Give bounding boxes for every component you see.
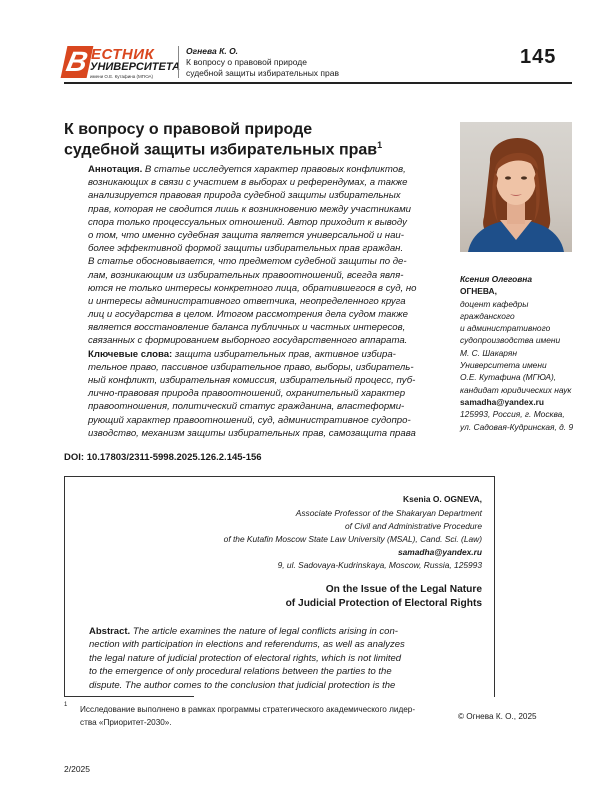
logo-text-line2: УНИВЕРСИТЕТА	[90, 61, 180, 73]
author-info-ru: Ксения Олеговна ОГНЕВА, доцент кафедры гражданского и административного судопроизводства имени М. С. Шакарян Университета имени О.Е. Кутафина (МГЮА), кандидат юридических наук samadha@yandex.ru 125993, Россия, г. Москва, ул. Садовая-Кудринская, д. 9	[460, 273, 575, 433]
abstract-ru: Аннотация. В статье исследуется характер правовых конфликтов, возникающих в связи с участием в выборах и референдумах, а также анализируется правовая природа судебной защиты избирательных прав, которая не сводится лишь к возникновению между участниками спора только процессуальных отношений. Автор приходит к выводу о том, что именно судебная защита является универсальной и наи- более эффективной формой защиты избирательных прав граждан. В статье обосновывается, что предметом судебной защиты по де- лам, возникающим из избирательных правоотношений, всегда явля- ются не только интересы конкретного лица, обратившегося в суд, но и интересы административного ответчика, неопределенного круга лиц и государства в целом. Итогом рассмотрения дела судом также является восстановление баланса публичных и частных интересов, связанных с формированием выборного государственного аппарата. Ключевые слова: защита избирательных прав, активное избира- тельное право, пассивное избирательное право, выборы, избиратель- ный конфликт, избирательная комиссия, избирательный процесс, пуб- лично-правовая природа правоотношений, охранительный характер правоотношения, политический статус гражданина, властеформи- рующий характер правоотношений, суд, административное судопро- изводство, механизм защиты избирательных прав, самозащита права	[88, 163, 420, 440]
header-separator	[178, 46, 179, 78]
journal-logo	[64, 46, 174, 80]
abstract-en: Abstract. The article examines the nature of legal conflicts arising in con- nection with participation in elections and referendums, as well as analyzes the legal nature of judicial protection of electoral rights, which is not limited to the emergence of only procedural relations between the parties to the dispute. The author comes to the conclusion that judicial protection is the	[89, 625, 481, 692]
english-title-line1: On the Issue of the Legal Nature	[326, 584, 482, 595]
running-head-title-line1: К вопросу о правовой природе	[186, 57, 307, 67]
running-head-title-line2: судебной защиты избирательных прав	[186, 68, 339, 78]
article-title-line2: судебной защиты избирательных прав1	[64, 140, 382, 159]
logo-text-line1: ЕСТНИК	[91, 46, 154, 63]
author-email-en[interactable]: samadha@yandex.ru	[398, 546, 482, 558]
footnote-text-line2: ства «Приоритет-2030».	[80, 718, 172, 727]
footnote-mark: 1	[64, 702, 67, 708]
author-name-ru-line1: Ксения Олеговна	[460, 273, 575, 285]
page-number: 145	[520, 46, 556, 69]
english-title-line2: of Judicial Protection of Electoral Rights	[286, 598, 482, 609]
author-address-en: 9, ul. Sadovaya-Kudrinskaya, Moscow, Russia, 125993	[278, 559, 482, 571]
logo-text-line3: имени О.Е. Кутафина (МГЮА)	[90, 74, 153, 79]
author-photo	[460, 122, 572, 252]
footnote-rule	[64, 696, 194, 697]
english-summary-box: Ksenia O. OGNEVA, Associate Professor of the Shakaryan Department of Civil and Administrative Procedure of the Kutafin Moscow State Law University (MSAL), Cand. Sci. (Law) samadha@yandex.ru 9, ul. Sadovaya-Kudrinskaya, Moscow, Russia, 125993 On the Issue of the Legal Nature of Judicial Protection of Electoral Rights Abstract. The article examines the nature of legal conflicts arising in con- nection with participation in elections and referendums, as well as analyzes the legal nature of judicial protection of electoral rights, which is not limited to the emergence of only procedural relations between the parties to the dispute. The author comes to the conclusion that judicial protection is the	[64, 476, 495, 697]
abstract-label: Аннотация.	[88, 164, 142, 175]
keywords-label: Ключевые слова:	[88, 349, 172, 360]
author-name-en: Ksenia O. OGNEVA,	[403, 493, 482, 505]
keywords: Ключевые слова: защита избирательных прав, активное избира-	[88, 348, 420, 361]
abstract-en-label: Abstract.	[89, 626, 130, 637]
author-email-ru[interactable]: samadha@yandex.ru	[460, 396, 575, 408]
logo-mark: В	[61, 46, 94, 78]
title-footnote-mark: 1	[377, 140, 382, 150]
doi[interactable]: DOI: 10.17803/2311-5998.2025.126.2.145-156	[64, 452, 262, 463]
author-name-ru-line2: ОГНЕВА,	[460, 285, 575, 297]
article-title-line1: К вопросу о правовой природе	[64, 121, 312, 139]
header-rule	[64, 82, 572, 84]
running-head-author: Огнева К. О.	[186, 46, 238, 56]
author-portrait	[460, 122, 572, 252]
issue-number: 2/2025	[64, 764, 90, 774]
footnote-text-line1: Исследование выполнено в рамках программы стратегического академического лидер-	[80, 705, 415, 714]
copyright: © Огнева К. О., 2025	[458, 712, 537, 721]
